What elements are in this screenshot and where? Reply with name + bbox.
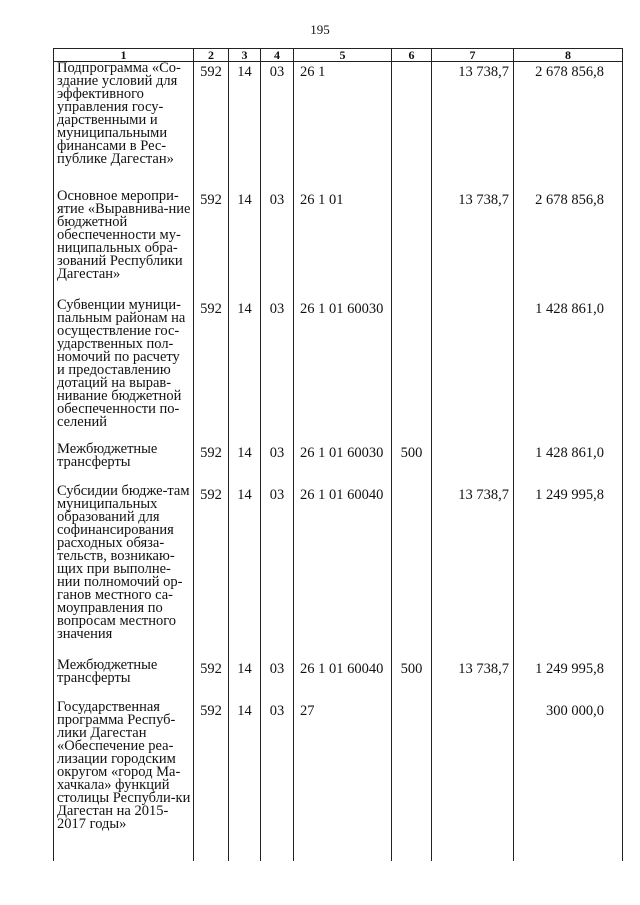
row-expense-type — [392, 701, 432, 861]
row-amount-7: 13 738,7 — [432, 659, 514, 701]
budget-table — [53, 48, 623, 861]
row-ministry-code: 592 — [194, 299, 229, 443]
table-row — [54, 485, 623, 659]
row-target-code: 26 1 01 60030 — [294, 443, 392, 485]
table-row — [54, 190, 623, 299]
table-row — [54, 443, 623, 485]
row-amount-8: 1 249 995,8 — [514, 485, 623, 659]
row-amount-8: 1 428 861,0 — [514, 443, 623, 485]
row-subsection-code: 03 — [261, 443, 294, 485]
row-expense-type: 500 — [392, 443, 432, 485]
row-subsection-code: 03 — [261, 190, 294, 299]
row-section-code: 14 — [229, 62, 261, 191]
row-expense-type: 500 — [392, 659, 432, 701]
table-row — [54, 701, 623, 861]
row-amount-7 — [432, 443, 514, 485]
row-subsection-code: 03 — [261, 62, 294, 191]
table-row — [54, 62, 623, 191]
column-header-4: 4 — [261, 49, 294, 62]
row-name: Подпрограмма «Со-здание условий для эффективного управления госу-дарственными и муниципальными финансами в Рес-публике Дагестан» — [54, 62, 194, 191]
row-amount-8: 1 249 995,8 — [514, 659, 623, 701]
row-target-code: 26 1 01 60030 — [294, 299, 392, 443]
row-target-code: 27 — [294, 701, 392, 861]
row-expense-type — [392, 485, 432, 659]
row-expense-type — [392, 62, 432, 191]
row-target-code: 26 1 01 60040 — [294, 659, 392, 701]
column-header-2: 2 — [194, 49, 229, 62]
row-target-code: 26 1 01 60040 — [294, 485, 392, 659]
column-header-8: 8 — [514, 49, 623, 62]
row-amount-8: 1 428 861,0 — [514, 299, 623, 443]
table-row — [54, 299, 623, 443]
row-expense-type — [392, 190, 432, 299]
row-section-code: 14 — [229, 485, 261, 659]
row-expense-type — [392, 299, 432, 443]
row-subsection-code: 03 — [261, 659, 294, 701]
column-header-7: 7 — [432, 49, 514, 62]
row-amount-7: 13 738,7 — [432, 190, 514, 299]
row-name: Субвенции муници-пальным районам на осуществление гос-ударственных пол-номочий по расчету и предоставлению дотаций на вырав-нивание бюджетной обеспеченности по-селений — [54, 299, 194, 443]
row-ministry-code: 592 — [194, 62, 229, 191]
column-header-6: 6 — [392, 49, 432, 62]
row-subsection-code: 03 — [261, 701, 294, 861]
row-amount-8: 2 678 856,8 — [514, 62, 623, 191]
row-amount-7 — [432, 701, 514, 861]
row-subsection-code: 03 — [261, 485, 294, 659]
row-name: Субсидии бюдже-там муниципальных образований для софинансирования расходных обяза-тельств, возникаю-щих при выполне-нии полномочий ор-ганов местного са-моуправления по вопросам местного значения — [54, 485, 194, 659]
row-section-code: 14 — [229, 443, 261, 485]
row-name: Межбюджетные трансферты — [54, 659, 194, 701]
row-section-code: 14 — [229, 299, 261, 443]
row-subsection-code: 03 — [261, 299, 294, 443]
row-section-code: 14 — [229, 701, 261, 861]
column-header-1: 1 — [54, 49, 194, 62]
row-name: Основное меропри-ятие «Выравнива-ние бюджетной обеспеченности му-ниципальных обра-зований Республики Дагестан» — [54, 190, 194, 299]
table-row — [54, 659, 623, 701]
row-amount-7: 13 738,7 — [432, 62, 514, 191]
row-section-code: 14 — [229, 190, 261, 299]
row-amount-8: 2 678 856,8 — [514, 190, 623, 299]
row-name: Государственная программа Респуб-лики Дагестан «Обеспечение реа-лизации городским округом «город Ма-хачкала» функций столицы Республи-ки Дагестан на 2015-2017 годы» — [54, 701, 194, 861]
row-target-code: 26 1 — [294, 62, 392, 191]
row-ministry-code: 592 — [194, 443, 229, 485]
row-ministry-code: 592 — [194, 190, 229, 299]
row-name: Межбюджетные трансферты — [54, 443, 194, 485]
row-amount-7 — [432, 299, 514, 443]
column-header-3: 3 — [229, 49, 261, 62]
column-header-5: 5 — [294, 49, 392, 62]
row-target-code: 26 1 01 — [294, 190, 392, 299]
row-section-code: 14 — [229, 659, 261, 701]
row-ministry-code: 592 — [194, 659, 229, 701]
row-ministry-code: 592 — [194, 701, 229, 861]
row-amount-8: 300 000,0 — [514, 701, 623, 861]
row-ministry-code: 592 — [194, 485, 229, 659]
row-amount-7: 13 738,7 — [432, 485, 514, 659]
page-number: 195 — [310, 22, 330, 37]
